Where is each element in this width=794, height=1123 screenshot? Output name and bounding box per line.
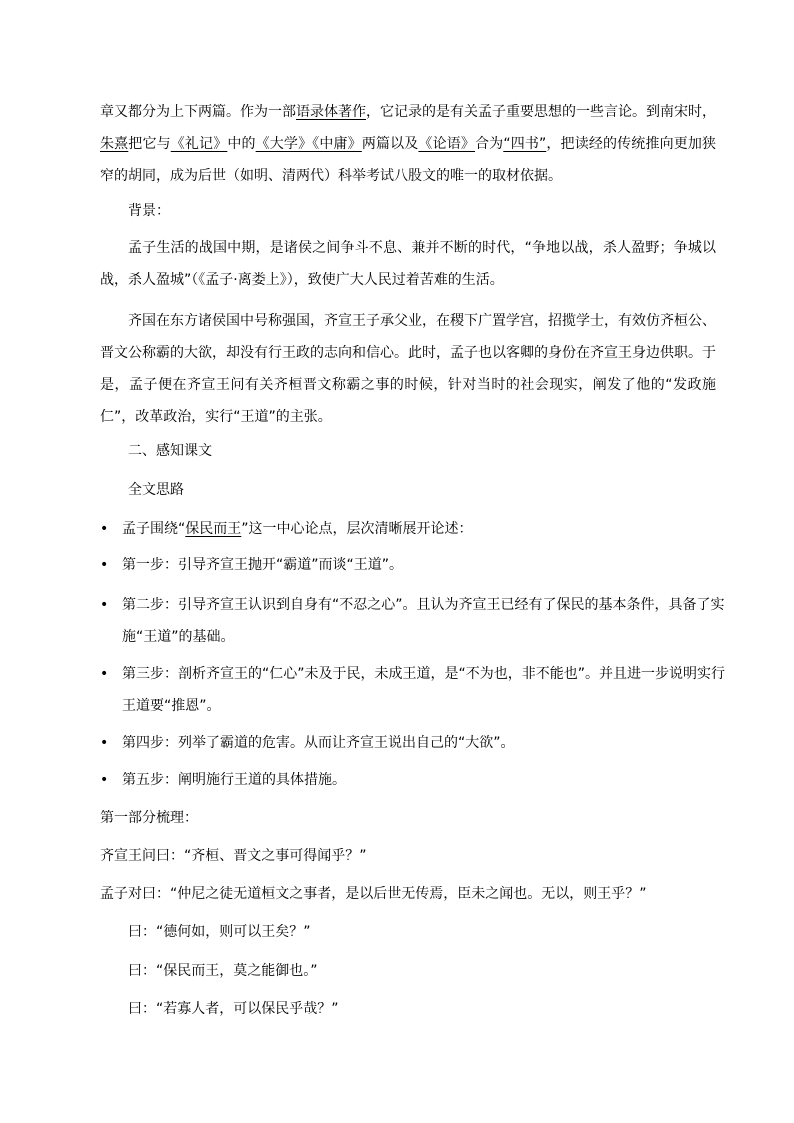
intro-underlined-term: 《论语》 [418, 136, 476, 152]
bullet-icon: • [100, 735, 109, 751]
intro-underlined-term: 《礼记》 [170, 136, 228, 152]
intro-text: 把它与 [128, 136, 171, 152]
central-thesis-term: 保民而王 [185, 521, 242, 537]
bullet-icon: • [100, 597, 109, 613]
dialogue-line-3: 曰：“德何如，则可以王矣？” [128, 924, 311, 940]
dialogue-line-1: 齐宣王问曰：“齐桓、晋文之事可得闻乎？” [100, 848, 367, 864]
dialogue-line-2: 孟子对曰：“仲尼之徒无道桓文之事者，是以后世无传焉，臣未之闻也。无以，则王乎？” [100, 886, 647, 902]
bullet-item-3 [100, 589, 738, 653]
bullet-icon: • [100, 557, 109, 573]
bullet-text: 第一步：引导齐宣王抛开“霸道”而谈“王道”。 [122, 557, 404, 573]
bullet-text: 第三步：剖析齐宣王的“仁心”未及于民，未成王道，是“不为也，非不能也”。并且进一步说明实行王道要“推恩”。 [122, 666, 726, 714]
intro-underlined-term: “四书” [503, 136, 547, 152]
intro-text: 中的 [227, 136, 256, 152]
bullet-text: 第二步：引导齐宣王认识到自身有“不忍之心”。且认为齐宣王已经有了保民的基本条件，具备了实施“王道”的基础。 [122, 597, 725, 645]
bullet-icon: • [100, 772, 109, 788]
bullet-text: ”这一中心论点，层次清晰展开论述： [241, 521, 473, 537]
bullet-item-1 [100, 513, 738, 545]
intro-text: ，它记录的是有关孟子重要思想的一些言论。到南宋时， [366, 104, 716, 120]
intro-underlined-term: 《大学》《中庸》 [255, 136, 362, 152]
background-paragraph-1: 孟子生活的战国中期，是诸侯之间争斗不息、兼并不断的时代，“争地以战，杀人盈野；争城以战，杀人盈城”（《孟子·离娄上》），致使广大人民过着苦难的生活。 [100, 240, 716, 288]
intro-text: 两篇以及 [361, 136, 419, 152]
bullet-text: 孟子围绕“ [122, 521, 186, 537]
bullet-icon: • [100, 666, 109, 682]
bullet-text: 第四步：列举了霸道的危害。从而让齐宣王说出自己的“大欲”。 [122, 735, 515, 751]
intro-underlined-term: 朱熹 [100, 136, 129, 152]
background-heading: 背景： [128, 203, 170, 219]
intro-paragraph [100, 96, 716, 192]
bullet-item-4 [100, 658, 738, 722]
section-heading: 二、感知课文 [128, 443, 212, 459]
dialogue-line-5: 曰：“若寡人者，可以保民乎哉？” [128, 1001, 339, 1017]
bullet-item-2 [100, 549, 738, 581]
intro-text: ，把读经的传统推向更加狭窄的胡同，成为后世（如明、清两代）科举考试八股文的唯一的取材依据。 [100, 136, 717, 184]
section-subheading: 全文思路 [128, 482, 184, 498]
part1-heading: 第一部分梳理： [100, 810, 198, 826]
intro-underlined-term: 语录体著作 [296, 104, 366, 120]
dialogue-line-4: 曰：“保民而王，莫之能御也。” [128, 963, 318, 979]
bullet-text: 第五步：阐明施行王道的具体措施。 [122, 772, 346, 788]
background-paragraph-2: 齐国在东方诸侯国中号称强国，齐宣王子承父业，在稷下广置学宫，招揽学士，有效仿齐桓公、晋文公称霸的大欲，却没有行王政的志向和信心。此时，孟子也以客卿的身份在齐宣王身边供职。于是，孟子便在齐宣王问有关齐桓晋文称霸之事的时候，针对当时的社会现实，阐发了他的“发政施仁”，改革政治，实行“王道”的主张。 [100, 313, 716, 425]
bullet-item-6 [100, 764, 738, 796]
bullet-item-5 [100, 727, 738, 759]
intro-text: 合为 [475, 136, 504, 152]
intro-text: 章又都分为上下两篇。作为一部 [100, 104, 296, 120]
bullet-icon: • [100, 521, 109, 537]
